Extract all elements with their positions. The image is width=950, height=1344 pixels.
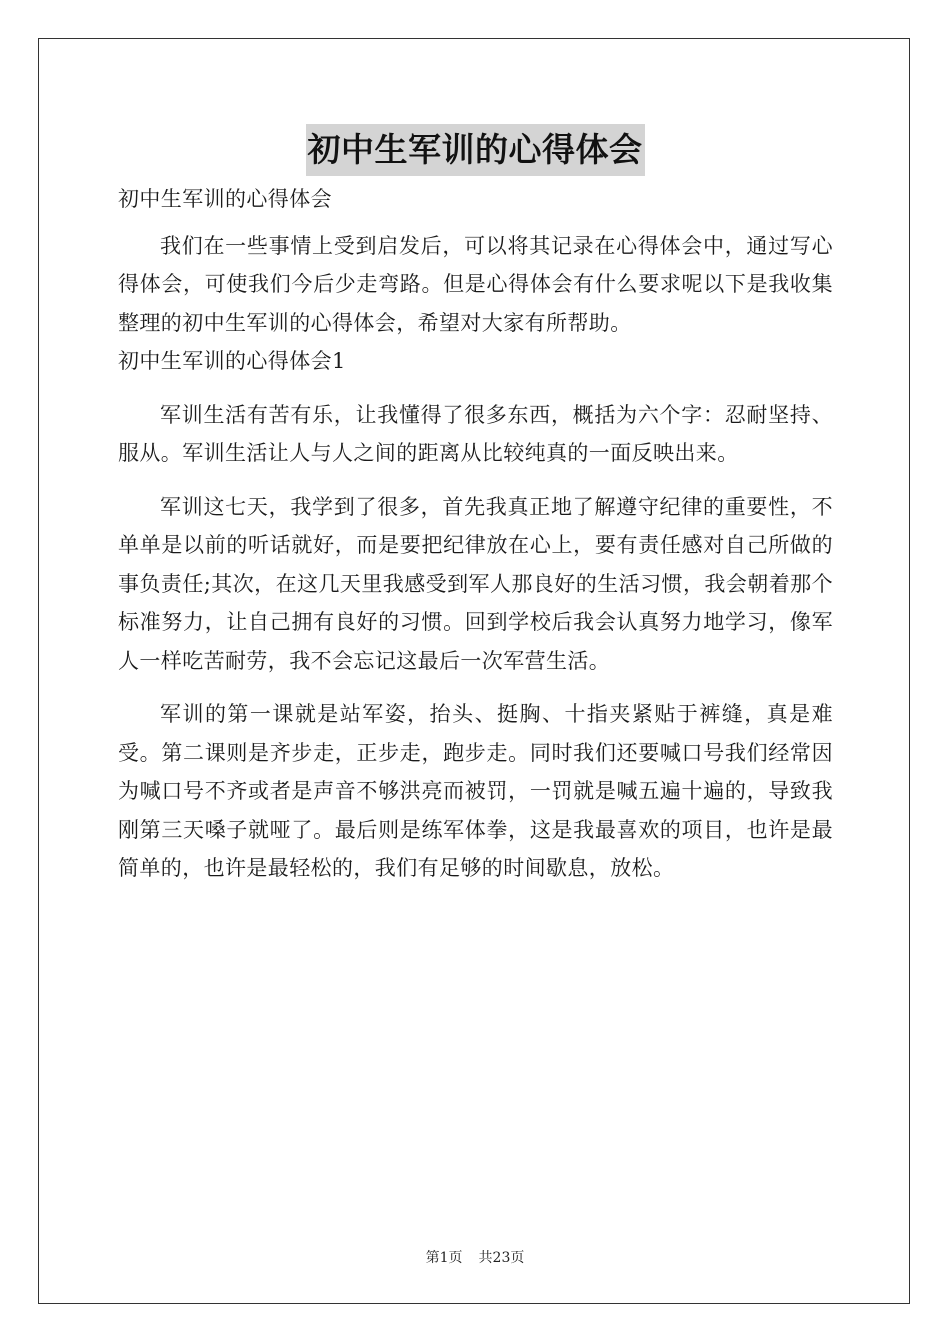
intro-paragraph: 我们在一些事情上受到启发后，可以将其记录在心得体会中，通过写心得体会，可使我们今后少走弯路。但是心得体会有什么要求呢以下是我收集整理的初中生军训的心得体会，希望对大家有所帮助。 [118,233,833,335]
page-total: 共23页 [478,1250,525,1266]
document-title-text: 初中生军训的心得体会 [306,124,645,176]
document-body [118,180,833,888]
subtitle-paragraph: 初中生军训的心得体会 [118,187,332,211]
section-heading: 初中生军训的心得体会1 [118,349,346,373]
document-title [0,124,950,176]
body-paragraph: 军训这七天，我学到了很多，首先我真正地了解遵守纪律的重要性，不单单是以前的听话就好，而是要把纪律放在心上，要有责任感对自己所做的事负责任;其次，在这几天里我感受到军人那良好的生活习惯，我会朝着那个标准努力，让自己拥有良好的习惯。回到学校后我会认真努力地学习，像军人一样吃苦耐劳，我不会忘记这最后一次军营生活。 [118,494,833,673]
page-number: 第1页 [425,1250,463,1266]
page-footer [0,1247,950,1267]
body-paragraph: 军训生活有苦有乐，让我懂得了很多东西，概括为六个字：忍耐坚持、服从。军训生活让人与人之间的距离从比较纯真的一面反映出来。 [118,402,833,465]
body-paragraph: 军训的第一课就是站军姿，抬头、挺胸、十指夹紧贴于裤缝，真是难受。第二课则是齐步走，正步走，跑步走。同时我们还要喊口号我们经常因为喊口号不齐或者是声音不够洪亮而被罚，一罚就是喊五遍十遍的，导致我刚第三天嗓子就哑了。最后则是练军体拳，这是我最喜欢的项目，也许是最简单的，也许是最轻松的，我们有足够的时间歇息，放松。 [118,702,833,880]
